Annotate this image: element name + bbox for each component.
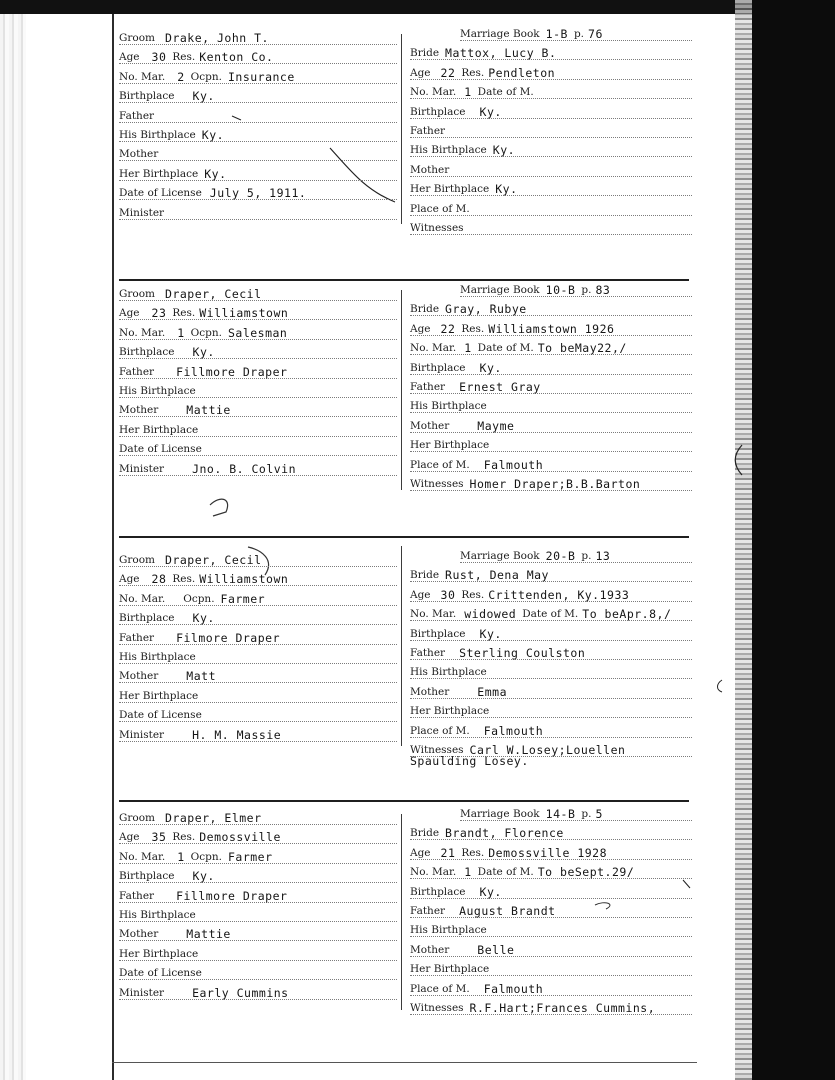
field-label: Marriage Book [460,808,540,820]
field-label: Date of M. [477,86,534,99]
minister-name: Early Cummins [192,985,289,1000]
field-label: Groom [119,32,156,44]
bride-age-res-row [410,63,692,80]
witnesses: Homer Draper;B.B.Barton [469,477,641,491]
date-of-marriage: To beSept.29/ [537,865,635,880]
bride-mother: Belle [477,942,515,957]
groom-mother-row [119,924,397,941]
groom-occupation: Farmer [227,849,273,864]
bride-father: August Brandt [459,904,556,918]
groom-mother-birthplace-row [119,686,397,703]
field-label: Ocpn. [190,70,222,83]
field-label: Date of License [119,443,202,456]
field-label: His Birthplace [410,400,487,413]
field-label: Place of M. [410,202,470,215]
bride-age: 22 [440,321,456,336]
witnesses: Carl W.Losey;Louellen [469,743,626,757]
witnesses-row [410,998,692,1015]
groom-mother-row [119,144,397,161]
place-of-marriage-row [410,721,692,738]
groom-father: Fillmore Draper [176,888,288,903]
field-label: Bride [410,569,440,582]
field-label: Birthplace [410,105,466,118]
bride-mother: Mayme [477,418,515,433]
field-label: Her Birthplace [119,167,199,180]
bride-father: Sterling Coulston [459,646,586,660]
marriage-book-number: 14-B [545,807,576,821]
marriage-book-page: 5 [595,807,603,821]
groom-name: Draper, Cecil [165,287,262,301]
bride-residence: Williamstown 1926 [488,321,615,336]
bride-mother-birthplace-row [410,179,692,196]
minister-row [119,459,397,476]
date-of-marriage: To beMay22,/ [537,341,627,356]
minister-row [119,725,397,742]
bride-mother-row [410,682,692,699]
groom-number-of-marriages: 1 [177,849,185,864]
marriage-book-number: 10-B [545,283,576,297]
bride-number-of-marriages: 1 [464,85,472,100]
bride-birthplace-row [410,102,692,119]
field-label: Bride [410,303,440,316]
groom-father: Fillmore Draper [176,364,288,379]
bride-residence: Pendleton [488,65,556,80]
bride-birthplace-row [410,624,692,641]
groom-father-birthplace-row [119,905,397,922]
bride-mother-row [410,416,692,433]
field-label: Mother [410,685,450,698]
bride-age-res-row [410,843,692,860]
groom-birthplace: Ky. [192,89,215,104]
bride-number-of-marriages: 1 [464,341,472,356]
bride-row [410,299,692,316]
field-label: Place of M. [410,458,470,471]
field-label: Groom [119,288,156,300]
field-label: Mother [410,419,450,432]
field-label: Res. [172,51,196,64]
field-label: No. Mar. [119,70,166,83]
groom-birthplace-row [119,866,397,883]
groom-name: Drake, John T. [165,31,269,45]
witnesses: R.F.Hart;Frances Cummins, [469,1001,656,1015]
date-of-license-row [119,705,397,722]
bride-birthplace: Ky. [479,626,502,641]
field-label: Birthplace [119,346,175,359]
groom-father-birthplace-row [119,647,397,664]
field-label: Place of M. [410,724,470,737]
groom-row [119,808,397,825]
field-label: Age [410,66,431,79]
field-label: Witnesses [410,222,464,234]
bride-mother-birthplace-row [410,959,692,976]
bride-marriages-row [410,604,692,621]
groom-father: Filmore Draper [176,630,280,645]
field-label: Res. [461,66,485,79]
bride-father-birthplace-row [410,140,692,157]
marriage-book-page: 13 [595,549,611,563]
groom-occupation: Farmer [220,591,266,606]
groom-residence: Williamstown [199,572,289,587]
field-label: Witnesses [410,478,464,490]
bride-mother-birthplace-row [410,435,692,452]
field-label: Mother [410,163,450,176]
field-label: Father [410,905,446,917]
bride-father-row [410,643,692,660]
date-of-license-row [119,183,397,200]
bride-mother-row [410,160,692,177]
minister-row [119,983,397,1000]
field-label: Date of License [119,967,202,980]
bride-birthplace: Ky. [479,884,502,899]
field-label: Her Birthplace [119,423,199,436]
minister-name: H. M. Massie [192,727,282,742]
groom-marriages-row [119,847,397,864]
field-label: Father [410,381,446,393]
field-label: Father [119,109,155,122]
marriage-book-row [460,24,692,41]
field-label: Birthplace [119,612,175,625]
field-label: Bride [410,827,440,840]
minister-row [119,203,397,220]
field-label: Ocpn. [190,850,222,863]
groom-mother-birthplace-row [119,420,397,437]
bride-marriages-row [410,338,692,355]
groom-marriages-row [119,67,397,84]
field-label: Witnesses [410,1002,464,1014]
field-label: No. Mar. [410,866,457,879]
field-label: His Birthplace [119,909,196,921]
groom-father-row [119,886,397,903]
field-label: No. Mar. [119,592,166,605]
groom-occupation: Insurance [227,69,295,84]
bride-father-row [410,377,692,394]
marriage-book-page: 76 [588,27,603,41]
groom-birthplace-row [119,342,397,359]
field-label: Mother [119,928,159,941]
date-of-license-row [119,439,397,456]
field-label: Age [410,846,431,859]
field-label: Father [410,647,446,659]
bride-number-of-marriages: widowed [464,607,517,622]
groom-occupation: Salesman [227,325,288,340]
groom-father-row [119,106,397,123]
groom-name: Draper, Elmer [165,811,262,825]
field-label: Groom [119,812,156,824]
field-label: No. Mar. [410,342,457,355]
marriage-book-number: 1-B [545,27,568,41]
field-label: Date of License [119,709,202,722]
bride-number-of-marriages: 1 [464,865,472,880]
field-label: Date of M. [477,342,534,355]
field-label: His Birthplace [119,129,196,141]
field-label: Her Birthplace [119,689,199,702]
field-label: Father [119,365,155,378]
field-label: Minister [119,206,165,219]
field-label: Marriage Book [460,28,540,40]
bride-father-birthplace: Ky. [492,143,516,158]
bride-birthplace: Ky. [479,360,502,375]
groom-row [119,28,397,45]
groom-age-res-row [119,569,397,586]
groom-mother-birthplace-row [119,164,397,181]
witnesses-row [410,474,692,491]
bride-father: Ernest Gray [459,380,541,394]
groom-birthplace: Ky. [192,345,215,360]
groom-mother: Mattie [186,927,231,942]
groom-mother-row [119,400,397,417]
bride-marriages-row [410,862,692,879]
groom-mother: Matt [186,669,216,684]
field-label: Birthplace [410,885,466,898]
marriage-book-row [460,804,692,821]
field-label: Birthplace [410,627,466,640]
groom-age-res-row [119,303,397,320]
field-label: Age [119,51,140,64]
groom-mother-birthplace-row [119,944,397,961]
bride-name: Gray, Rubye [445,302,527,317]
field-label: Marriage Book [460,550,540,562]
bride-mother: Emma [477,684,507,699]
groom-father-row [119,628,397,645]
field-label: p. [573,28,585,40]
field-label: Res. [461,322,485,335]
bride-age-res-row [410,319,692,336]
field-label: Her Birthplace [119,947,199,960]
groom-mother-birthplace: Ky. [204,166,227,181]
date-of-marriage: To beApr.8,/ [582,607,672,622]
field-label: Age [119,307,140,320]
field-label: p. [581,284,592,296]
bride-marriages-row [410,82,692,99]
marriage-book-row [460,546,692,563]
groom-marriages-row [119,589,397,606]
field-label: His Birthplace [410,924,487,937]
field-label: Res. [172,573,196,586]
place-of-marriage-row [410,979,692,996]
field-label: Place of M. [410,982,470,995]
groom-number-of-marriages: 2 [177,69,185,84]
bride-mother-birthplace-row [410,701,692,718]
bride-age: 22 [440,65,456,80]
bride-birthplace-row [410,882,692,899]
date-of-license-row [119,963,397,980]
field-label: Age [119,573,140,586]
field-label: Groom [119,554,156,566]
field-label: Res. [461,588,485,601]
bride-father-row [410,901,692,918]
field-label: His Birthplace [119,651,196,663]
marriage-book-number: 20-B [545,549,576,563]
field-label: No. Mar. [410,608,457,621]
field-label: Age [410,322,431,335]
groom-birthplace: Ky. [192,611,215,626]
field-label: Her Birthplace [410,439,490,452]
field-label: Father [119,889,155,902]
bride-age-res-row [410,585,692,602]
field-label: No. Mar. [119,326,166,339]
field-label: Res. [461,846,485,859]
bride-birthplace: Ky. [479,104,502,119]
field-label: Father [410,125,446,137]
field-label: Marriage Book [460,284,540,296]
marriage-book-page: 83 [595,283,611,297]
groom-number-of-marriages: 1 [177,325,185,340]
place-of-marriage: Falmouth [483,457,544,472]
groom-age: 28 [151,572,167,587]
witnesses-row [410,218,692,235]
field-label: Mother [410,943,450,956]
field-label: Birthplace [410,361,466,374]
groom-age: 35 [151,830,167,845]
field-label: Witnesses [410,744,464,756]
bride-row [410,43,692,60]
groom-age-res-row [119,47,397,64]
groom-row [119,284,397,301]
witnesses-continued: Spaulding Losey. [410,754,529,768]
bride-birthplace-row [410,358,692,375]
groom-residence: Kenton Co. [199,50,274,65]
groom-father-birthplace-row [119,125,397,142]
groom-residence: Demossville [199,830,281,845]
bride-name: Rust, Dena May [445,568,549,583]
field-label: p. [581,550,592,562]
field-label: Minister [119,462,165,475]
bride-name: Mattox, Lucy B. [445,46,557,61]
field-label: Her Birthplace [410,183,490,196]
field-label: Date of M. [477,866,534,879]
field-label: No. Mar. [410,86,457,99]
groom-residence: Williamstown [199,306,289,321]
field-label: Birthplace [119,870,175,883]
field-label: Bride [410,47,440,60]
groom-row [119,550,397,567]
bride-father-row [410,121,692,138]
field-label: Mother [119,404,159,417]
bride-row [410,823,692,840]
bride-row [410,565,692,582]
bride-age: 21 [440,845,456,860]
groom-birthplace-row [119,86,397,103]
groom-name: Draper, Cecil [165,553,262,567]
groom-marriages-row [119,323,397,340]
field-label: Father [119,631,155,644]
minister-name: Jno. B. Colvin [192,461,297,476]
field-label: Minister [119,728,165,741]
bride-mother-birthplace: Ky. [495,182,518,197]
groom-age-res-row [119,827,397,844]
groom-father-row [119,362,397,379]
groom-age: 23 [151,306,167,321]
bride-residence: Crittenden, Ky.1933 [488,587,630,602]
groom-father-birthplace: Ky. [201,128,225,142]
place-of-marriage: Falmouth [483,723,544,738]
field-label: Mother [119,670,159,683]
place-of-marriage: Falmouth [483,981,544,996]
bride-father-birthplace-row [410,920,692,937]
field-label: Ocpn. [190,326,222,339]
field-label: Date of M. [522,608,579,621]
field-label: No. Mar. [119,850,166,863]
bride-father-birthplace-row [410,396,692,413]
place-of-marriage-row [410,199,692,216]
field-label: Date of License [119,187,202,200]
field-label: Age [410,588,431,601]
bride-name: Brandt, Florence [445,826,564,841]
field-label: Ocpn. [183,592,215,605]
bride-father-birthplace-row [410,662,692,679]
field-label: Res. [172,307,196,320]
field-label: Minister [119,986,165,999]
field-label: Her Birthplace [410,705,490,718]
place-of-marriage-row [410,455,692,472]
field-label: His Birthplace [119,385,196,397]
marriage-book-row [460,280,692,297]
groom-age: 30 [151,50,167,65]
groom-birthplace-row [119,608,397,625]
groom-birthplace: Ky. [192,869,215,884]
field-label: Her Birthplace [410,963,490,976]
field-label: His Birthplace [410,144,487,157]
groom-mother-row [119,666,397,683]
bride-residence: Demossville 1928 [488,845,608,860]
date-of-license: July 5, 1911. [209,186,307,201]
field-label: p. [581,808,592,820]
groom-mother: Mattie [186,403,231,418]
bride-age: 30 [440,587,456,602]
bride-mother-row [410,940,692,957]
field-label: Res. [172,831,196,844]
groom-father-birthplace-row [119,381,397,398]
field-label: Age [119,831,140,844]
field-label: Mother [119,148,159,161]
field-label: His Birthplace [410,666,487,679]
field-label: Birthplace [119,90,175,103]
